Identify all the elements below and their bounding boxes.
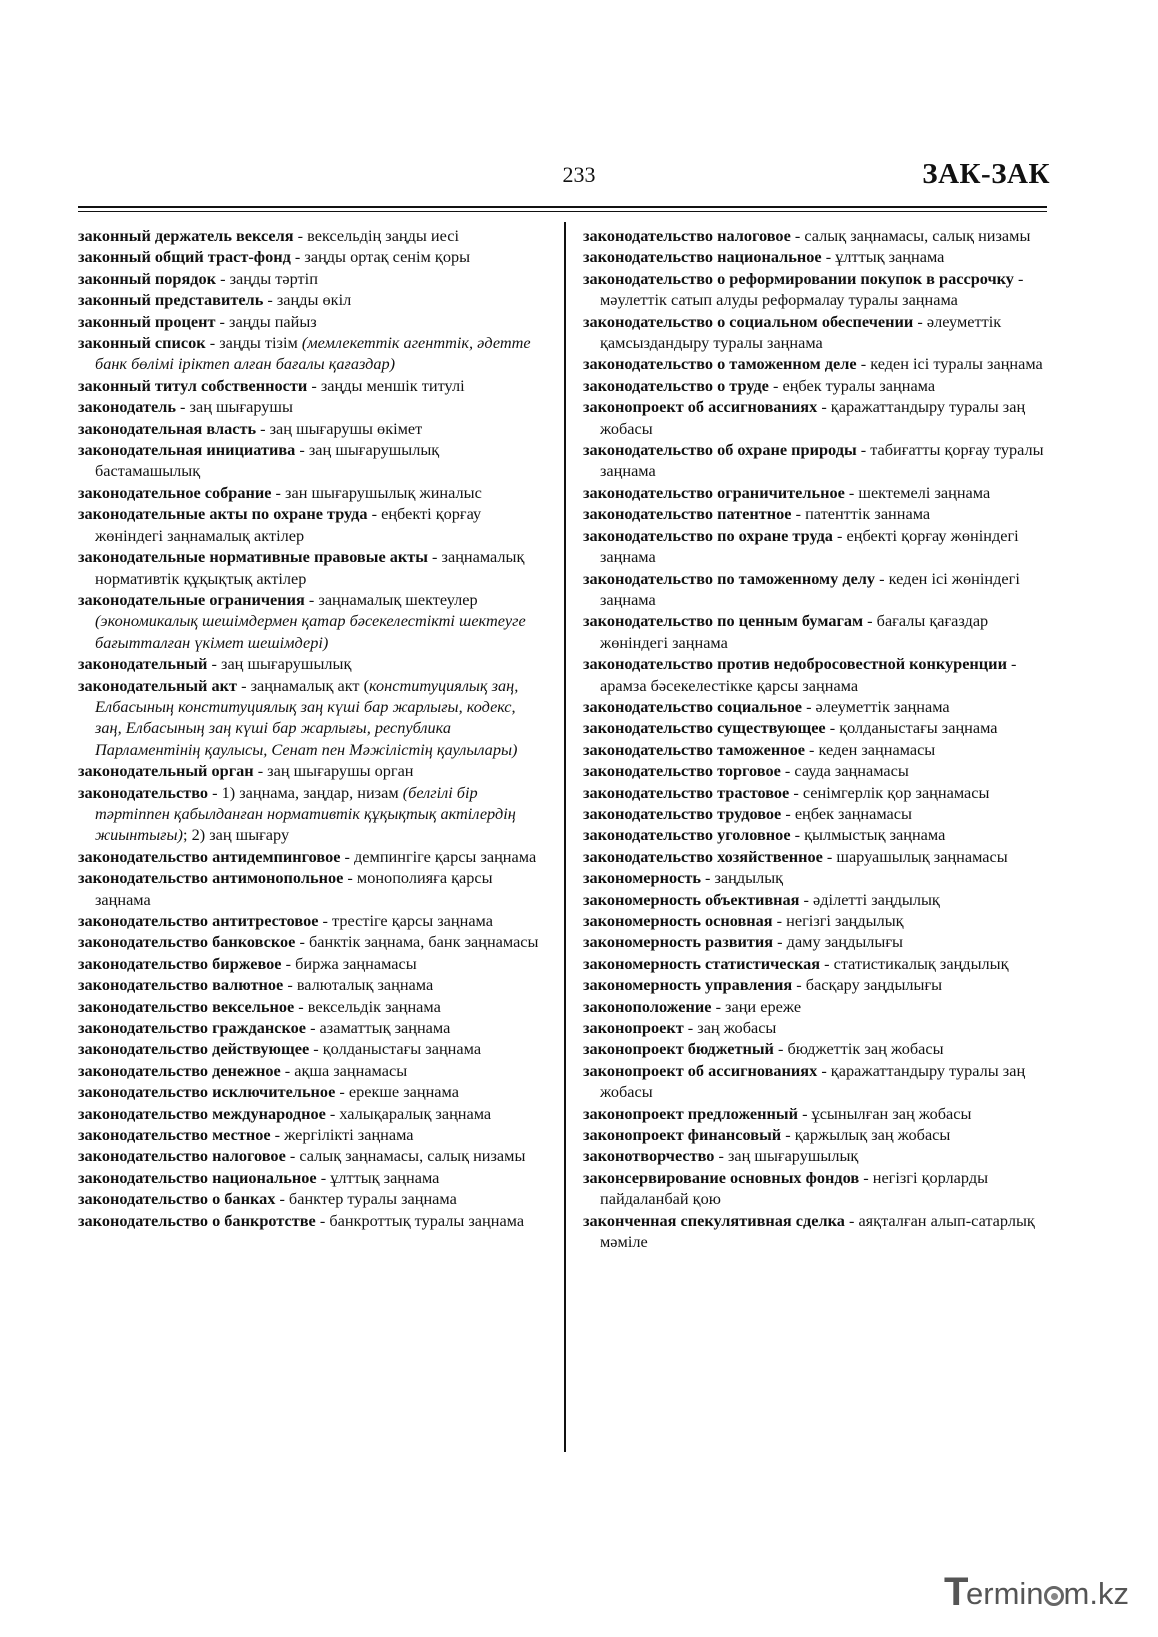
- entry-translation: - монополияға қарсы заңнама: [95, 868, 493, 909]
- page-number: 233: [562, 162, 596, 187]
- dictionary-entry: [583, 503, 1055, 524]
- dictionary-entry: [583, 803, 1055, 824]
- entry-translation: - 1) заңнама, заңдар, низам: [208, 782, 403, 802]
- entry-translation: - вексельдік заңнама: [294, 996, 441, 1016]
- entry-term: закономерность статистическая: [583, 953, 821, 973]
- dictionary-entry: [78, 589, 540, 653]
- entry-term: законодательство о социальном обеспечении: [583, 311, 914, 331]
- dictionary-entry: [78, 1167, 540, 1188]
- entry-translation: - трестіге қарсы заңнама: [318, 911, 493, 930]
- entry-term: закономерность развития: [583, 932, 774, 952]
- entry-term: законный общий траст-фонд: [78, 247, 291, 267]
- entry-translation: - валюталық заңнама: [283, 975, 434, 995]
- entry-translation: - бюджеттік заң жобасы: [773, 1039, 944, 1059]
- dictionary-entry: [583, 525, 1055, 568]
- entry-term: законодательный: [78, 654, 208, 674]
- dictionary-entry: [583, 311, 1055, 354]
- dictionary-entry: [583, 739, 1055, 760]
- entry-translation: - азаматтық заңнама: [306, 1018, 451, 1038]
- entry-term: законодательство международное: [78, 1103, 326, 1123]
- dictionary-entry: [78, 760, 540, 781]
- entry-translation: - ұсынылған заң жобасы: [798, 1103, 972, 1123]
- dictionary-entry: [78, 1038, 540, 1059]
- dictionary-entry: [583, 931, 1055, 952]
- dictionary-entry: [583, 1124, 1055, 1145]
- entry-term: законодательство существующее: [583, 718, 826, 738]
- entry-term: законопроект: [583, 1018, 684, 1038]
- entry-translation: - қылмыстық заңнама: [790, 825, 946, 845]
- entry-translation: - еңбек заңнамасы: [781, 803, 912, 823]
- entry-term: законный список: [78, 333, 206, 353]
- dictionary-entry: [583, 1103, 1055, 1124]
- logo-circle-icon: [1044, 1586, 1064, 1606]
- dictionary-entry: [583, 910, 1055, 931]
- entry-term: законодательное собрание: [78, 482, 272, 502]
- entry-term: законодательство таможенное: [583, 739, 805, 759]
- entry-translation: - жергілікті заңнама: [270, 1125, 414, 1145]
- entry-translation: - сенімгерлік қор заңнамасы: [789, 782, 990, 802]
- entry-translation: - негізгі қорларды пайдаланбай қою: [600, 1167, 989, 1209]
- entry-term: законодательная инициатива: [78, 440, 296, 460]
- entry-term: законопроект финансовый: [583, 1125, 782, 1145]
- entry-translation: - заңды тәртіп: [216, 268, 318, 288]
- entry-translation: - аяқталған алып-сатарлық мәміле: [600, 1210, 1035, 1252]
- dictionary-entry: [78, 910, 540, 931]
- entry-term: законодательство ограничительное: [583, 482, 845, 502]
- entry-translation: - арамза бәсекелестікке қарсы заңнама: [600, 654, 1017, 695]
- dictionary-entry: [583, 1038, 1055, 1059]
- entry-term: законодательство антимонопольное: [78, 868, 344, 888]
- entry-term: законодательство по ценным бумагам: [583, 611, 864, 631]
- entry-term: законодательство по охране труда: [583, 525, 833, 545]
- dictionary-entry: [78, 289, 540, 310]
- dictionary-entry: [78, 1210, 540, 1231]
- entry-translation: - вексельдің заңды иесі: [293, 226, 460, 245]
- entry-term: законодательство гражданское: [78, 1018, 306, 1038]
- entry-translation: - заң шығарушылық: [714, 1146, 859, 1166]
- dictionary-entry: [583, 996, 1055, 1017]
- entry-term: законный представитель: [78, 290, 264, 310]
- entry-translation: - негізгі заңдылық: [772, 911, 904, 930]
- entry-term: законодательство против недобросовестной конкуренции: [583, 654, 1007, 674]
- dictionary-entry: [78, 396, 540, 417]
- dictionary-entry: [583, 717, 1055, 738]
- entry-translation: - заң шығарушы орган: [253, 761, 414, 781]
- entry-term: законодатель: [78, 397, 176, 417]
- entry-translation: - кеден ісі жөніндегі заңнама: [600, 568, 1020, 609]
- dictionary-entry: [78, 974, 540, 995]
- entry-translation: - ұлттық заңнама: [316, 1167, 440, 1187]
- dictionary-entry: [583, 482, 1055, 503]
- right-column: [583, 225, 1055, 1253]
- entry-term: законодательство антидемпинговое: [78, 846, 341, 866]
- entry-translation: - халықаралық заңнама: [325, 1103, 492, 1123]
- entry-translation: - заң шығарушылық: [207, 654, 352, 674]
- entry-translation: - банкроттық туралы заңнама: [315, 1210, 525, 1230]
- entry-translation: - салық заңнамасы, салық низамы: [790, 226, 1031, 245]
- entry-term: законодательство патентное: [583, 504, 792, 524]
- entry-translation: - қолданыстағы заңнама: [825, 718, 998, 738]
- entry-translation: - кеден заңнамасы: [804, 739, 936, 759]
- entry-translation: - шектемелі заңнама: [844, 482, 991, 502]
- dictionary-entry: [78, 1188, 540, 1209]
- entry-term: законопроект бюджетный: [583, 1039, 774, 1059]
- dictionary-entry: [583, 889, 1055, 910]
- entry-translation: - қолданыстағы заңнама: [309, 1039, 482, 1059]
- entry-translation: - әділетті заңдылық: [799, 889, 940, 909]
- entry-translation: - бағалы қағаздар жөніндегі заңнама: [600, 611, 989, 652]
- entry-translation: - заңдылық: [700, 868, 784, 888]
- header-rule-thin: [78, 211, 1047, 212]
- dictionary-entry: [78, 867, 540, 910]
- entry-translation-cont: ; 2) заң шығару: [182, 825, 290, 845]
- dictionary-entry: [583, 1017, 1055, 1038]
- dictionary-entry: [78, 246, 540, 267]
- dictionary-entry: [583, 653, 1055, 696]
- dictionary-entry: [78, 482, 540, 503]
- entry-translation: - заңды пайыз: [215, 311, 317, 331]
- entry-translation: - статистикалық заңдылық: [820, 953, 1009, 973]
- entry-term: закономерность объективная: [583, 889, 800, 909]
- entry-translation: - еңбек туралы заңнама: [768, 375, 936, 395]
- entry-term: законодательство о банках: [78, 1189, 276, 1209]
- dictionary-entry: [78, 653, 540, 674]
- entry-translation: - демпингіге қарсы заңнама: [340, 846, 537, 866]
- dictionary-entry: [583, 268, 1055, 311]
- entry-translation: - ерекше заңнама: [335, 1082, 459, 1102]
- entry-translation: - заңнамалық шектеулер: [304, 589, 478, 609]
- entry-note: (белгілі бір тәртіппен қабылданған нормативтік құқықтық актілердің жиынтығы): [95, 782, 516, 845]
- entry-term: законопроект об ассигнованиях: [583, 1060, 818, 1080]
- dictionary-entry: [78, 439, 540, 482]
- dictionary-entry: [78, 1103, 540, 1124]
- dictionary-entry: [583, 974, 1055, 995]
- entry-term: закономерность основная: [583, 911, 773, 930]
- dictionary-entry: [78, 1145, 540, 1166]
- entry-term: законодательство о банкротстве: [78, 1210, 316, 1230]
- dictionary-entry: [78, 311, 540, 332]
- entry-term: законный держатель векселя: [78, 226, 294, 245]
- entry-term: законодательство вексельное: [78, 996, 295, 1016]
- dictionary-entry: [583, 353, 1055, 374]
- entry-term: законный порядок: [78, 268, 217, 288]
- logo-text-end: m.kz: [1063, 1576, 1129, 1611]
- entry-term: законодательство социальное: [583, 696, 802, 716]
- entry-term: законсервирование основных фондов: [583, 1167, 860, 1187]
- entry-term: законодательство о реформировании покупок в рассрочку: [583, 268, 1014, 288]
- entry-note: конституциялық заң, Елбасының конституциялық заң күші бар жарлығы, кодекс, заң, Елбасының заң күші бар жарлығы, республика Парламентінің қаулысы, Сенат пен Мәжілістің қаулылары): [95, 675, 519, 759]
- entry-translation: - патенттік заннама: [791, 504, 931, 524]
- entry-term: законодательство национальное: [78, 1167, 317, 1187]
- entry-term: законопроект предложенный: [583, 1103, 798, 1123]
- entry-translation: - банктік заңнама, банк заңнамасы: [295, 932, 539, 952]
- entry-translation: - ақша заңнамасы: [280, 1060, 408, 1080]
- dictionary-entry: [78, 546, 540, 589]
- dictionary-entry: [583, 824, 1055, 845]
- dictionary-entry: [583, 568, 1055, 611]
- dictionary-entry: [78, 953, 540, 974]
- entry-term: законодательство: [78, 782, 209, 802]
- entry-translation: - еңбекті қорғау жөніндегі заңнама: [600, 525, 1019, 567]
- entry-term: законодательная власть: [78, 418, 257, 438]
- entry-term: законодательство хозяйственное: [583, 846, 823, 866]
- dictionary-entry: [583, 246, 1055, 267]
- header-rule: [78, 206, 1047, 208]
- dictionary-entry: [583, 225, 1055, 246]
- entry-note: (мемлекеттік агенттік, әдетте банк бөлімі іріктеп алған бағалы қағаздар): [95, 333, 531, 374]
- entry-term: законодательство трастовое: [583, 782, 790, 802]
- dictionary-entry: [78, 1060, 540, 1081]
- entry-term: законный титул собственности: [78, 375, 308, 395]
- logo-initial: T: [944, 1570, 969, 1614]
- entry-translation: - даму заңдылығы: [773, 932, 903, 952]
- dictionary-entry: [78, 268, 540, 289]
- entry-term: законченная спекулятивная сделка: [583, 1210, 845, 1230]
- dictionary-entry: [583, 696, 1055, 717]
- dictionary-entry: [78, 1124, 540, 1145]
- entry-translation: - заң шығарушы: [175, 397, 293, 417]
- entry-translation: - қаражаттандыру туралы заң жобасы: [600, 397, 1026, 438]
- left-column: [78, 225, 540, 1231]
- entry-translation: - заң шығарушылық бастамашылық: [95, 440, 440, 481]
- entry-translation: - салық заңнамасы, салық низамы: [285, 1146, 526, 1166]
- entry-translation: - еңбекті қорғау жөніндегі заңнамалық актілер: [95, 504, 482, 545]
- entry-term: закономерность управления: [583, 975, 793, 995]
- dictionary-entry: [78, 225, 540, 246]
- entry-translation: - заңды тізім: [205, 333, 302, 353]
- dictionary-entry: [78, 503, 540, 546]
- entry-translation: - зан шығарушылық жиналыс: [271, 482, 482, 502]
- entry-translation: - заңи ереже: [711, 996, 802, 1016]
- dictionary-entry: [583, 396, 1055, 439]
- entry-term: законодательство трудовое: [583, 803, 782, 823]
- entry-term: законодательство по таможенному делу: [583, 568, 876, 588]
- entry-translation: - заңнамалық акт (: [237, 675, 370, 695]
- logo-text-start: ermin: [966, 1576, 1044, 1611]
- entry-term: законодательные акты по охране труда: [78, 504, 368, 524]
- dictionary-entry: [583, 1167, 1055, 1210]
- entry-translation: - заңды ортақ сенім қоры: [290, 247, 471, 267]
- entry-term: законодательство валютное: [78, 975, 284, 995]
- entry-translation: - сауда заңнамасы: [780, 761, 909, 781]
- dictionary-entry: [78, 846, 540, 867]
- entry-term: законодательство денежное: [78, 1060, 281, 1080]
- entry-translation: - табиғатты қорғау туралы заңнама: [600, 440, 1044, 481]
- dictionary-entry: [583, 846, 1055, 867]
- entry-translation: - заңнамалық нормативтік құқықтық актілер: [95, 547, 525, 588]
- entry-term: законодательство антитрестовое: [78, 911, 319, 930]
- entry-term: законодательство налоговое: [583, 226, 791, 245]
- dictionary-entry: [78, 375, 540, 396]
- dictionary-entry: [583, 439, 1055, 482]
- dictionary-entry: [583, 610, 1055, 653]
- dictionary-entry: [583, 953, 1055, 974]
- dictionary-entry: [78, 931, 540, 952]
- entry-translation: - қаржылық заң жобасы: [781, 1125, 951, 1145]
- entry-term: законодательный орган: [78, 761, 254, 781]
- entry-term: законодательство уголовное: [583, 825, 791, 845]
- entry-translation: - әлеуметтік қамсыздандыру туралы заңнама: [600, 311, 1002, 353]
- entry-translation: - заңды меншік титулі: [307, 375, 465, 395]
- entry-translation: - заңды өкіл: [263, 290, 352, 310]
- entry-term: законодательство торговое: [583, 761, 781, 781]
- entry-term: законодательство национальное: [583, 247, 822, 267]
- entry-translation: - заң шығарушы өкімет: [256, 418, 423, 438]
- entry-note: (экономикалық шешімдермен қатар бәсекелестікті шектеуге бағытталған үкімет шешімдері): [95, 611, 526, 652]
- entry-translation: - шаруашылық заңнамасы: [822, 846, 1008, 866]
- dictionary-entry: [583, 375, 1055, 396]
- entry-term: законодательство банковское: [78, 932, 296, 952]
- entry-term: законодательство об охране природы: [583, 440, 857, 460]
- entry-translation: - басқару заңдылығы: [792, 975, 943, 995]
- dictionary-entry: [583, 1060, 1055, 1103]
- dictionary-entry: [78, 332, 540, 375]
- dictionary-entry: [583, 760, 1055, 781]
- dictionary-entry: [78, 1081, 540, 1102]
- entry-term: законодательные ограничения: [78, 589, 305, 609]
- entry-term: законодательство о труде: [583, 375, 769, 395]
- running-head: ЗАК-ЗАК: [922, 158, 1050, 190]
- entry-term: законодательные нормативные правовые акты: [78, 547, 428, 567]
- entry-translation: - биржа заңнамасы: [281, 953, 417, 973]
- entry-term: законодательство налоговое: [78, 1146, 286, 1166]
- entry-term: законодательный акт: [78, 675, 238, 695]
- dictionary-entry: [78, 675, 540, 761]
- dictionary-entry: [78, 782, 540, 846]
- entry-term: законодательство исключительное: [78, 1082, 336, 1102]
- dictionary-entry: [583, 867, 1055, 888]
- entry-term: законодательство местное: [78, 1125, 271, 1145]
- entry-term: законодательство действующее: [78, 1039, 310, 1059]
- entry-translation: - мәулеттік сатып алуды реформалау туралы заңнама: [600, 268, 1024, 310]
- dictionary-entry: [583, 782, 1055, 803]
- entry-term: законотворчество: [583, 1146, 715, 1166]
- entry-term: законоположение: [583, 996, 712, 1016]
- entry-translation: - заң жобасы: [683, 1018, 777, 1038]
- entry-translation: - қаражаттандыру туралы заң жобасы: [600, 1060, 1026, 1102]
- entry-translation: - ұлттық заңнама: [821, 247, 945, 267]
- entry-term: законопроект об ассигнованиях: [583, 397, 818, 417]
- entry-term: закономерность: [583, 868, 701, 888]
- entry-term: законный процент: [78, 311, 216, 331]
- dictionary-entry: [583, 1210, 1055, 1253]
- column-divider: [564, 222, 566, 1452]
- dictionary-entry: [583, 1145, 1055, 1166]
- entry-translation: - кеден ісі туралы заңнама: [856, 354, 1043, 374]
- entry-translation: - банктер туралы заңнама: [275, 1189, 457, 1209]
- entry-term: законодательство биржевое: [78, 953, 282, 973]
- dictionary-entry: [78, 418, 540, 439]
- entry-translation: - әлеуметтік заңнама: [802, 696, 950, 716]
- dictionary-entry: [78, 1017, 540, 1038]
- entry-term: законодательство о таможенном деле: [583, 354, 857, 374]
- dictionary-entry: [78, 996, 540, 1017]
